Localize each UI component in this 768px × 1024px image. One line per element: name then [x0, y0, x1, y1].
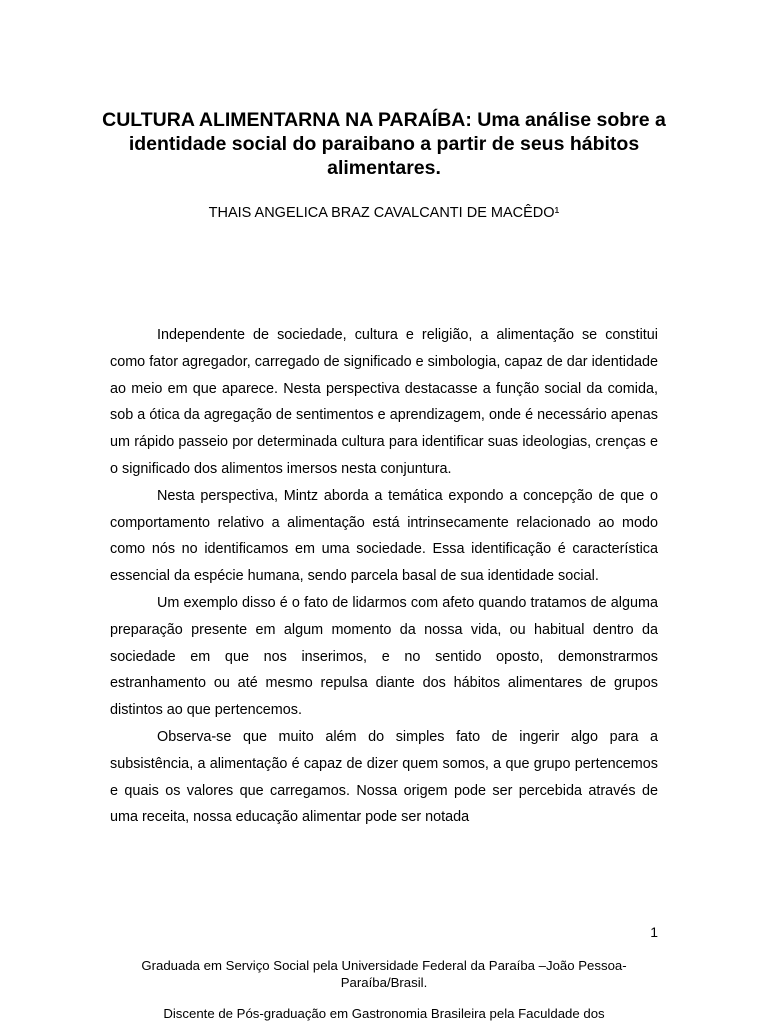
paragraph: Nesta perspectiva, Mintz aborda a temática expondo a concepção de que o comportamento relativo a alimentação está intrinsecamente relacionado ao modo como nós no identificamos em uma sociedade. Essa identificação é característica essencial da espécie humana, sendo parcela basal de sua identidade social. [110, 487, 658, 585]
document-title: CULTURA ALIMENTARNA NA PARAÍBA: Uma análise sobre a identidade social do paraibano a partir de seus hábitos alimentares. [102, 109, 666, 179]
footnote: Graduada em Serviço Social pela Universidade Federal da Paraíba –João Pessoa-Paraíba/Brasil. [141, 958, 627, 990]
body-text [110, 322, 658, 831]
paragraph: Um exemplo disso é o fato de lidarmos com afeto quando tratamos de alguma preparação presente em algum momento da nossa vida, ou habitual dentro da sociedade em que nos inserimos, e no sentido oposto, demonstrarmos estranhamento ou até mesmo repulsa diante dos hábitos alimentares de grupos distintos ao que pertencemos. [110, 594, 658, 719]
paragraph: Observa-se que muito além do simples fato de ingerir algo para a subsistência, a alimentação é capaz de dizer quem somos, a que grupo pertencemos e quais os valores que carregamos. Nossa origem pode ser percebida através de uma receita, nossa educação alimentar pode ser notada [110, 728, 658, 826]
paragraph: Independente de sociedade, cultura e religião, a alimentação se constitui como fator agregador, carregado de significado e simbologia, capaz de dar identidade ao meio em que aparece. Nesta perspectiva destacasse a função social da comida, sob a ótica da agregação de sentimentos e aprendizagem, onde é necessário apenas um rápido passeio por determinada cultura para identificar suas ideologias, crenças e o significado dos alimentos imersos nesta conjuntura. [110, 327, 658, 477]
page-number: 1 [650, 924, 658, 940]
author-name: THAIS ANGELICA BRAZ CAVALCANTI DE MACÊDO¹ [208, 205, 560, 221]
footnote: Discente de Pós-graduação em Gastronomia Brasileira pela Faculdade dos [163, 1006, 605, 1021]
